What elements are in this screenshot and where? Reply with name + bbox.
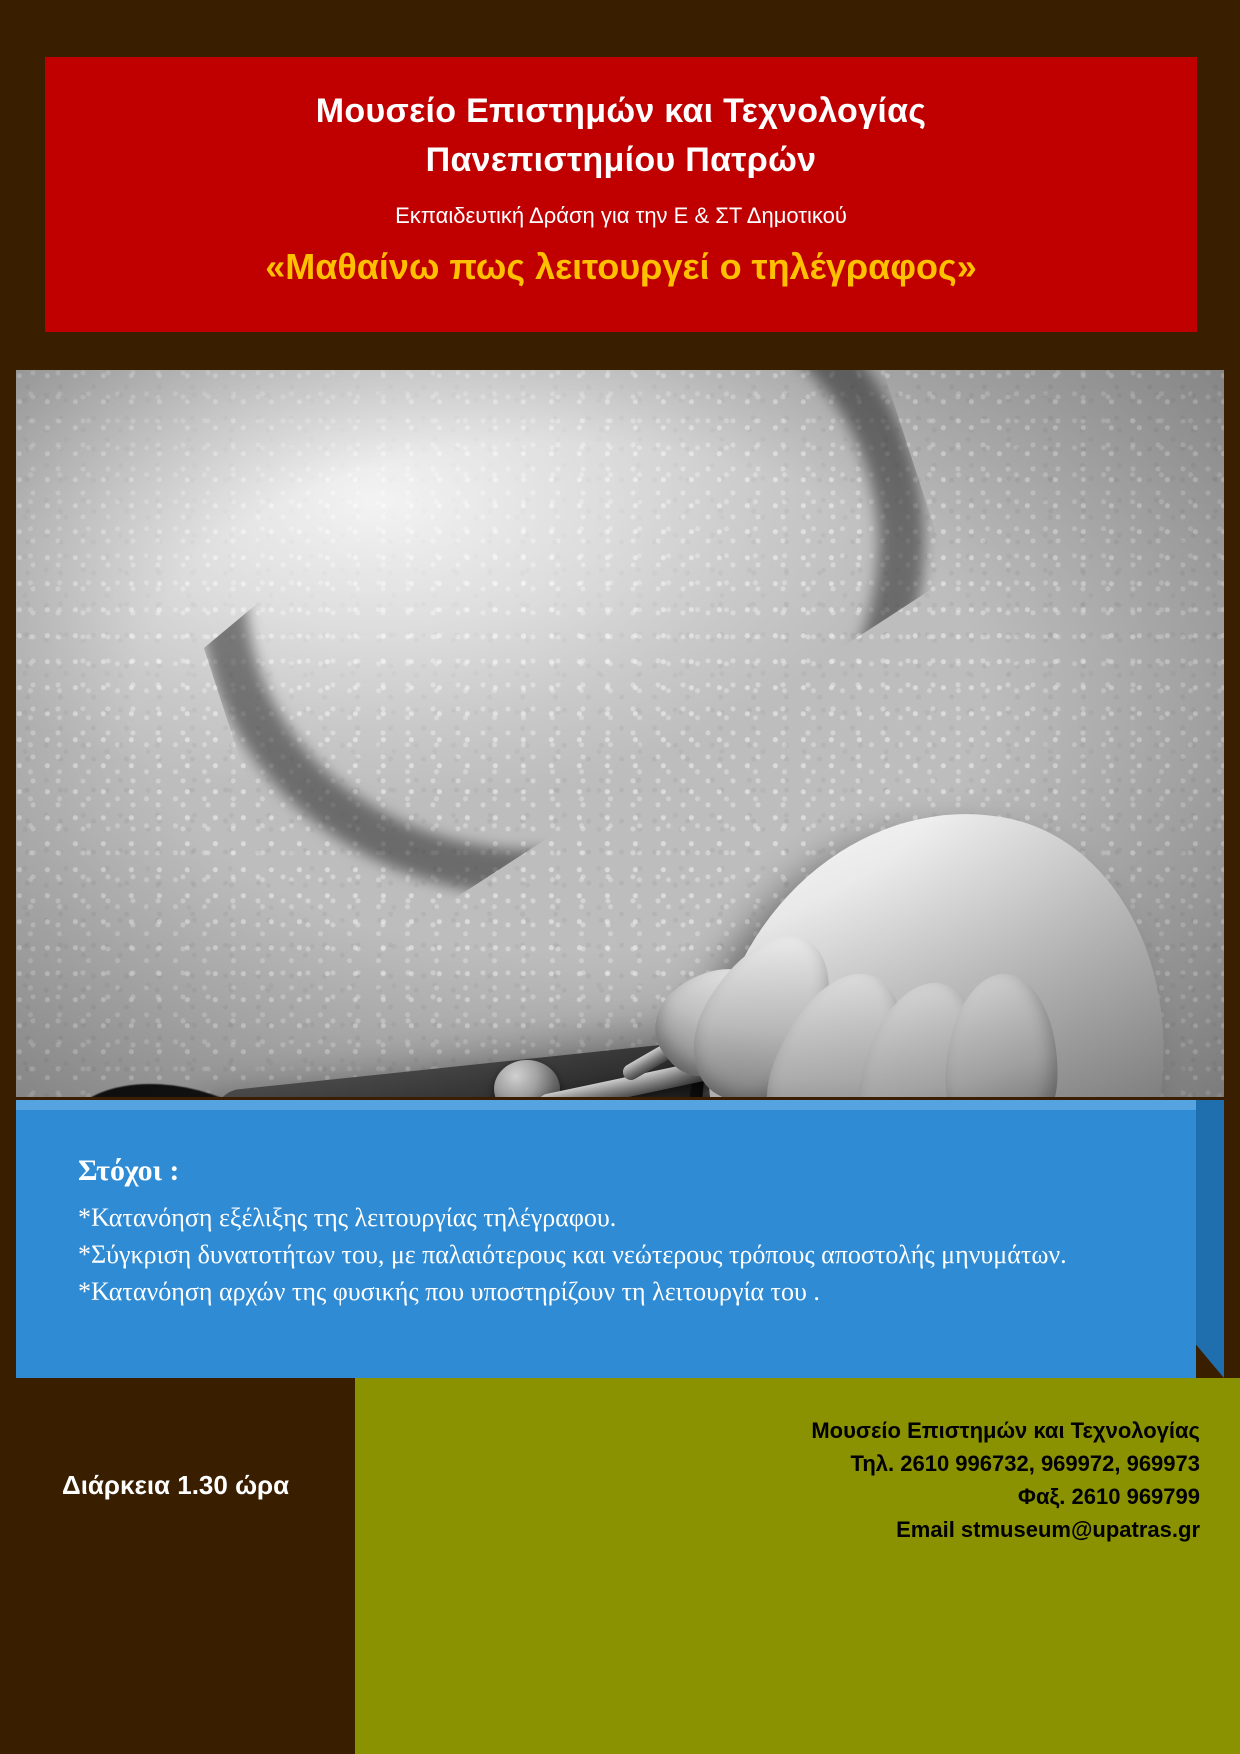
objectives-panel [16, 1100, 1224, 1378]
contact-line-phone: Τηλ. 2610 996732, 969972, 969973 [850, 1451, 1200, 1476]
contact-line-org: Μουσείο Επιστημών και Τεχνολογίας [811, 1418, 1200, 1443]
contact-line-fax: Φαξ. 2610 969799 [1017, 1484, 1200, 1509]
objective-item: *Σύγκριση δυνατοτήτων του, με παλαιότερους και νεώτερους τρόπους αποστολής μηνυμάτων. [78, 1239, 1067, 1269]
header-subtitle: Εκπαιδευτική Δράση για την Ε & ΣΤ Δημοτικού [395, 202, 847, 228]
organization-name-line2: Πανεπιστημίου Πατρών [425, 141, 817, 180]
telegraph-photo [16, 370, 1224, 1097]
photo-vignette [16, 370, 1224, 1097]
contact-line-email: Email stmuseum@upatras.gr [896, 1517, 1200, 1542]
header-slogan: «Μαθαίνω πως λειτουργεί ο τηλέγραφος» [265, 246, 977, 288]
panel-bevel-right [1196, 1100, 1224, 1378]
objective-item: *Κατανόηση αρχών της φυσικής που υποστηρίζουν τη λειτουργία του . [78, 1276, 820, 1306]
objectives-title: Στόχοι : [78, 1154, 180, 1187]
footer [0, 1378, 1240, 1754]
objectives-content [16, 1110, 1196, 1378]
organization-name-line1: Μουσείο Επιστημών και Τεχνολογίας [315, 92, 927, 130]
objective-item: *Κατανόηση εξέλιξης της λειτουργίας τηλέγραφου. [78, 1203, 617, 1232]
contact-block [355, 1378, 1240, 1754]
duration-label: Διάρκεια 1.30 ώρα [62, 1470, 290, 1500]
header-banner [45, 57, 1197, 332]
